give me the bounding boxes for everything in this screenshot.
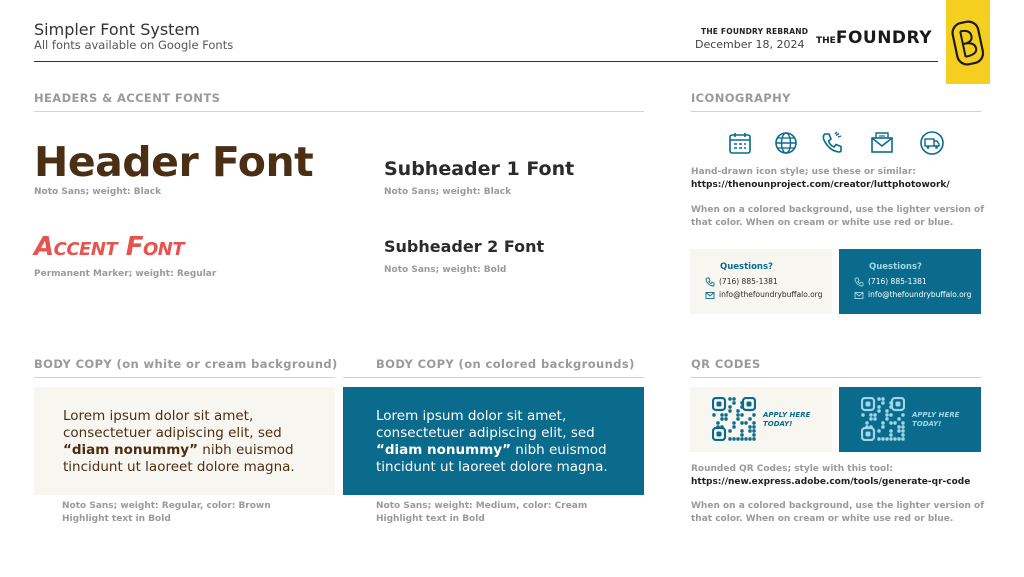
qr-code-icon — [861, 397, 905, 441]
qr-apply-text — [763, 411, 810, 429]
qr-note-link-text: https://new.express.adobe.com/tools/generate-qr-code — [691, 477, 971, 487]
subheader-1-sample: Subheader 1 Font — [384, 158, 575, 180]
header-font-note: Noto Sans; weight: Black — [34, 187, 162, 197]
qr-apply-line-2: TODAY! — [912, 420, 942, 428]
logo-main: FOUNDRY — [835, 28, 933, 48]
body-text-cream — [63, 408, 323, 476]
qr-apply-line-1: APPLY HERE — [763, 411, 811, 419]
body-text-blue — [376, 408, 636, 476]
body-text-start: Lorem ipsum dolor sit amet, consectetuer adipiscing elit, sed — [376, 408, 595, 441]
qr-code-icon — [712, 397, 756, 441]
subheader-2-sample: Subheader 2 Font — [384, 237, 545, 256]
phone-icon — [705, 277, 715, 287]
qr-sample-cream — [690, 387, 832, 452]
page-title: Simpler Font System — [34, 20, 200, 39]
calendar-icon — [727, 130, 753, 156]
qr-sample-blue — [839, 387, 981, 452]
qr-apply-line-2: TODAY! — [763, 420, 793, 428]
body-text-end: nibh euismod tincidunt ut laoreet dolore magna. — [63, 442, 295, 475]
icon-note-1: Hand-drawn icon style; use these or similar: — [691, 167, 916, 177]
icon-note-link-text: https://thenounproject.com/creator/luttphotowork/ — [691, 180, 950, 190]
icon-note-2: When on a colored background, use the lighter version of that color. When on cream or white use red or blue. — [691, 205, 985, 228]
logo-the: THE — [816, 36, 836, 46]
foundry-logo — [816, 28, 932, 48]
body-sample-cream — [34, 387, 335, 495]
qr-apply-text — [912, 411, 959, 429]
body-colored-title: BODY COPY (on colored backgrounds) — [376, 357, 635, 371]
qr-section-title: QR CODES — [691, 357, 761, 371]
contact-card-blue — [839, 249, 981, 314]
body-text-highlight: “diam nonummy” — [376, 442, 511, 458]
mail-icon — [869, 130, 895, 156]
body-sample-blue — [343, 387, 644, 495]
qr-apply-line-1: APPLY HERE — [912, 411, 960, 419]
subheader-1-note: Noto Sans; weight: Black — [384, 187, 512, 197]
header-divider — [34, 61, 938, 62]
mail-icon — [705, 290, 715, 300]
icon-note-link[interactable] — [691, 179, 950, 192]
card-question: Questions? — [869, 262, 922, 272]
card-question: Questions? — [720, 262, 773, 272]
project-name: THE FOUNDRY REBRAND — [701, 27, 809, 36]
brand-badge-logo-icon — [946, 0, 990, 84]
card-email: info@thefoundrybuffalo.org — [719, 290, 823, 299]
body-colored-note-1: Noto Sans; weight: Medium, color: Cream — [376, 501, 588, 511]
card-phone: (716) 885-1381 — [868, 277, 927, 286]
card-email: info@thefoundrybuffalo.org — [868, 290, 972, 299]
qr-note-1: Rounded QR Codes; style with this tool: — [691, 464, 893, 474]
brand-badge — [946, 0, 990, 84]
contact-card-cream — [690, 249, 832, 314]
globe-icon — [773, 130, 799, 156]
fonts-section-rule — [34, 111, 644, 112]
body-text-start: Lorem ipsum dolor sit amet, consectetuer adipiscing elit, sed — [63, 408, 282, 441]
body-colored-note-2: Highlight text in Bold — [376, 514, 485, 524]
subheader-2-note: Noto Sans; weight: Bold — [384, 265, 507, 275]
body-white-title: BODY COPY (on white or cream background) — [34, 357, 338, 371]
card-phone: (716) 885-1381 — [719, 277, 778, 286]
qr-note-link[interactable] — [691, 476, 970, 489]
phone-icon — [819, 130, 845, 156]
accent-font-sample: Accent Font — [34, 232, 185, 262]
body-white-note-1: Noto Sans; weight: Regular, color: Brown — [62, 501, 271, 511]
header-font-sample: Header Font — [34, 138, 314, 186]
iconography-title: ICONOGRAPHY — [691, 91, 791, 105]
iconography-rule — [691, 111, 981, 112]
body-white-note-2: Highlight text in Bold — [62, 514, 171, 524]
truck-icon — [919, 130, 945, 156]
phone-icon — [854, 277, 864, 287]
body-text-highlight: “diam nonummy” — [63, 442, 198, 458]
qr-note-2: When on a colored background, use the lighter version of that color. When on cream or white use red or blue. — [691, 501, 985, 524]
project-date: December 18, 2024 — [695, 38, 805, 51]
page-subtitle: All fonts available on Google Fonts — [34, 38, 234, 52]
body-white-rule — [34, 377, 335, 378]
accent-font-note: Permanent Marker; weight: Regular — [34, 269, 217, 279]
mail-icon — [854, 290, 864, 300]
qr-section-rule — [691, 377, 981, 378]
fonts-section-title: HEADERS & ACCENT FONTS — [34, 91, 221, 105]
body-colored-rule — [343, 377, 644, 378]
body-text-end: nibh euismod tincidunt ut laoreet dolore magna. — [376, 442, 608, 475]
